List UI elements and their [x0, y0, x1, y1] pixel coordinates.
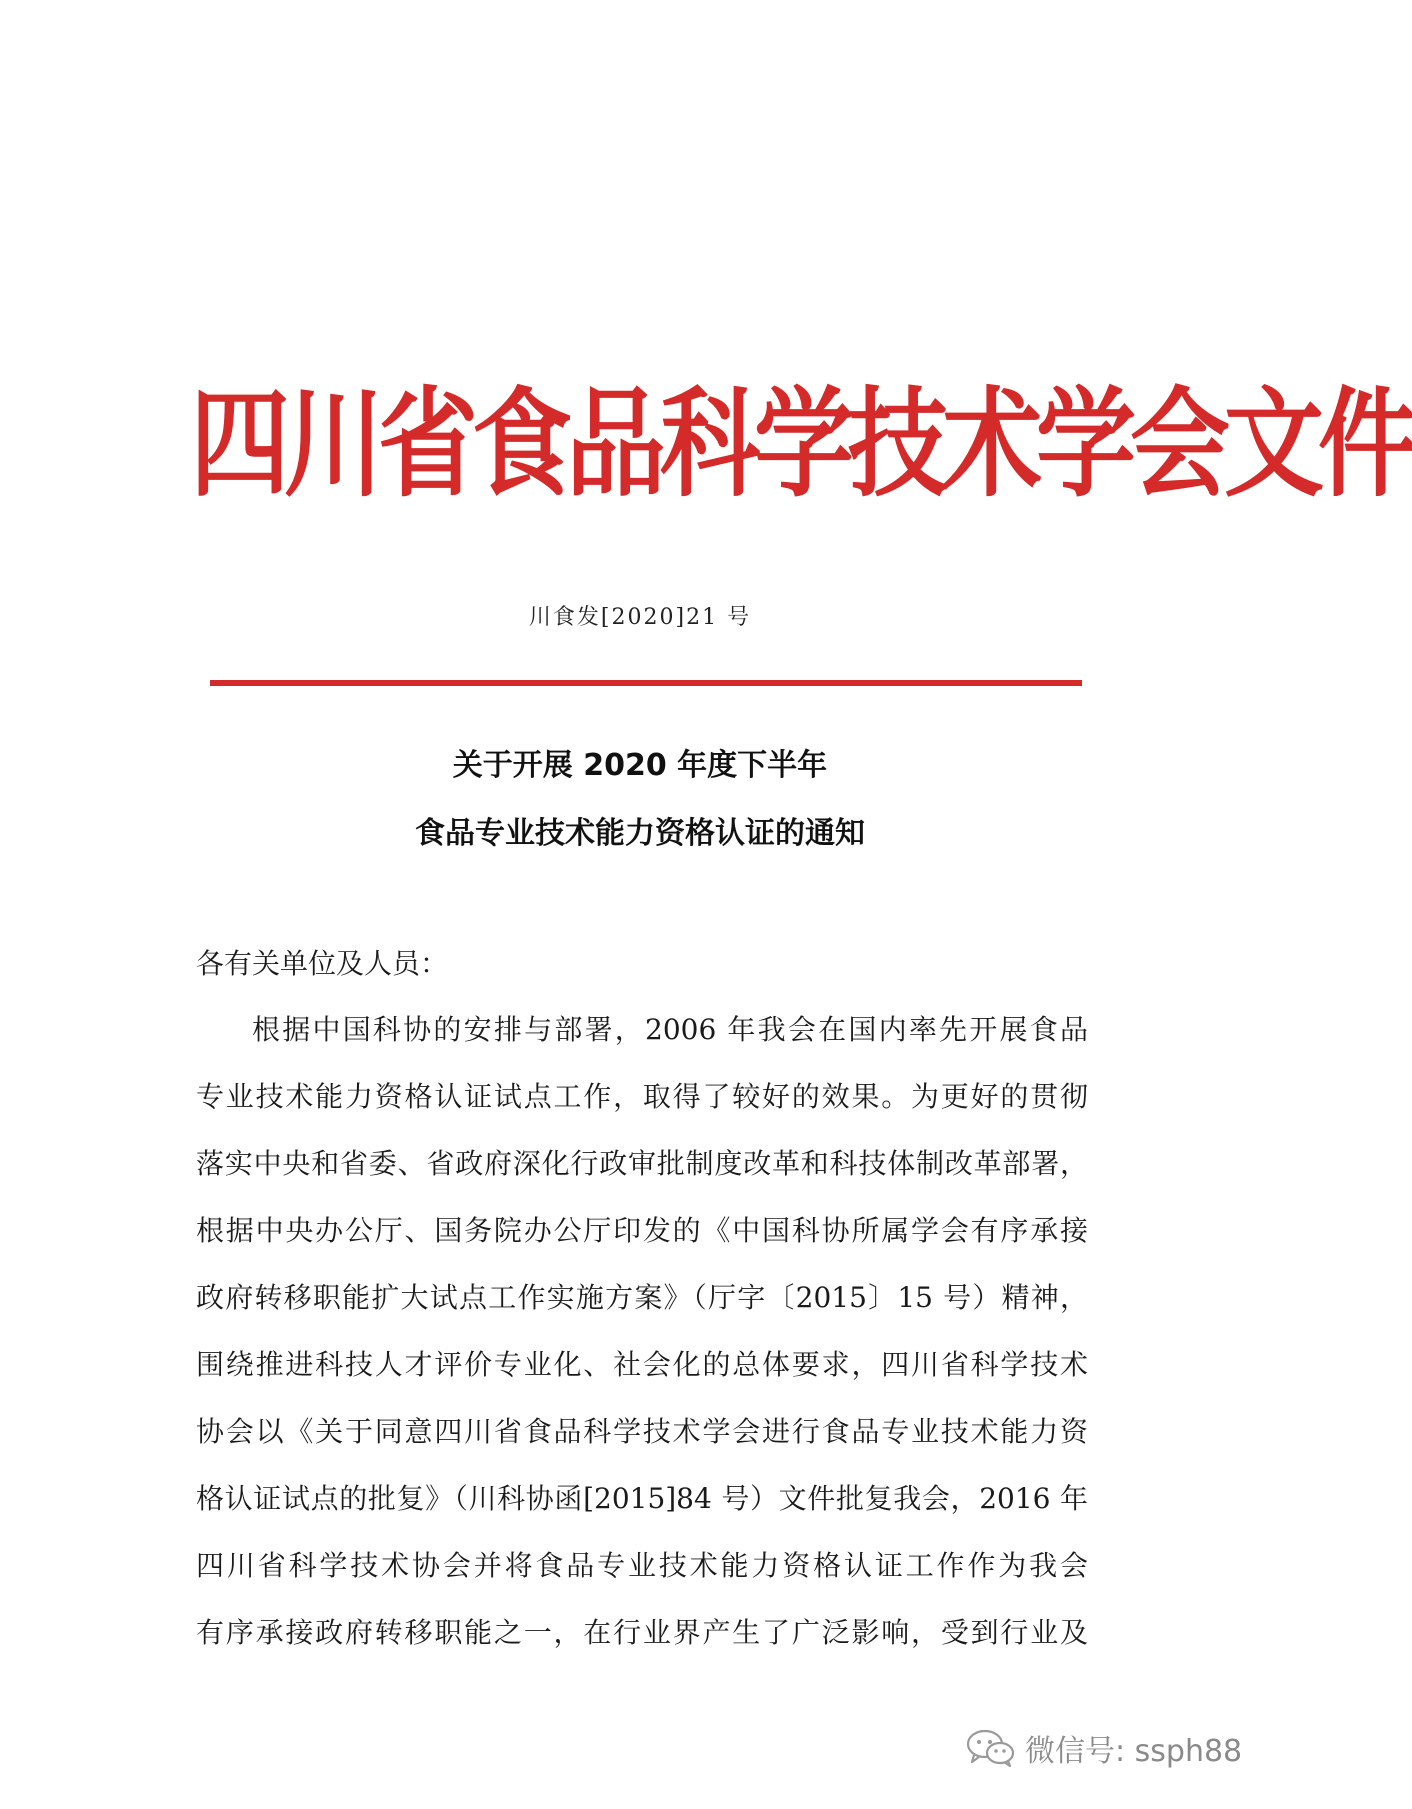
body-line: 协会以《关于同意四川省食品科学技术学会进行食品专业技术能力资 — [196, 1415, 1088, 1448]
red-divider-rule — [210, 680, 1082, 686]
notice-title-line-1: 关于开展 2020 年度下半年 — [452, 748, 828, 783]
body-line: 格认证试点的批复》（川科协函[2015]84 号）文件批复我会，2016 年 — [196, 1482, 1088, 1515]
salutation: 各有关单位及人员： — [196, 947, 449, 980]
body-line: 有序承接政府转移职能之一，在行业界产生了广泛影响，受到行业及 — [196, 1616, 1088, 1649]
body-line: 落实中央和省委、省政府深化行政审批制度改革和科技体制改革部署， — [196, 1147, 1088, 1180]
body-line: 四川省科学技术协会并将食品专业技术能力资格认证工作作为我会 — [196, 1549, 1088, 1582]
document-number: 川食发[2020]21 号 — [528, 605, 752, 630]
body-line: 根据中央办公厅、国务院办公厅印发的《中国科协所属学会有序承接 — [196, 1214, 1088, 1247]
body-line: 政府转移职能扩大试点工作实施方案》（厅字〔2015〕15 号）精神， — [196, 1281, 1088, 1314]
wechat-watermark — [965, 1728, 1242, 1768]
masthead-title: 四川省食品科学技术学会文件 — [190, 375, 1412, 514]
wechat-id-text: 微信号: ssph88 — [1025, 1734, 1243, 1769]
wechat-icon — [965, 1728, 1017, 1768]
body-line: 专业技术能力资格认证试点工作，取得了较好的效果。为更好的贯彻 — [196, 1080, 1088, 1113]
body-line: 围绕推进科技人才评价专业化、社会化的总体要求，四川省科学技术 — [196, 1348, 1088, 1381]
body-line: 根据中国科协的安排与部署，2006 年我会在国内率先开展食品 — [252, 1013, 1088, 1046]
notice-title-line-2: 食品专业技术能力资格认证的通知 — [415, 816, 865, 851]
